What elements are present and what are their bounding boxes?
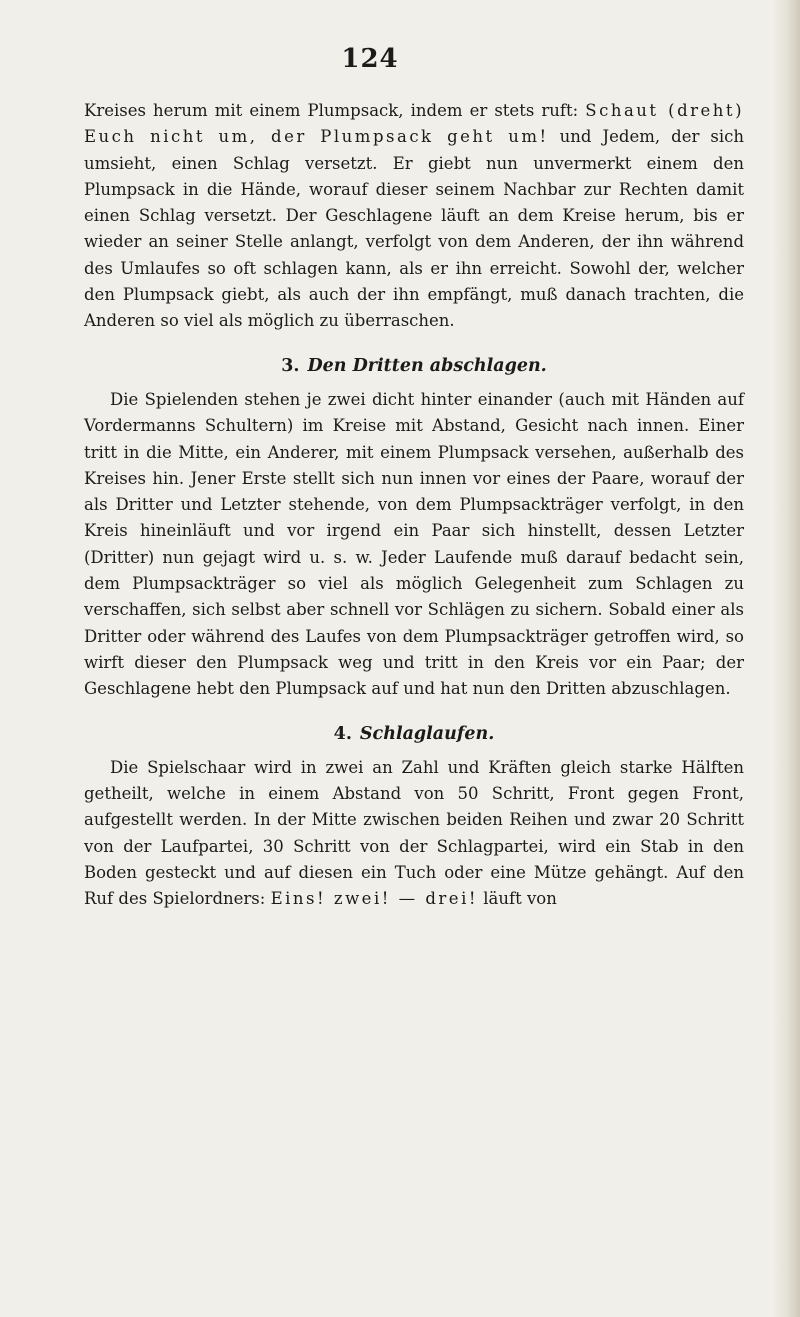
section-title: Den Dritten abschlagen. [307, 355, 547, 376]
section-heading-4 [84, 721, 744, 747]
section-number: 4. [333, 723, 352, 744]
paragraph-text: Die Spielschaar wird in zwei an Zahl und Kräften gleich starke Hälften getheilt, welche in einem Abstand von 50 Schritt, Front gegen Front, aufgestellt werden. In der Mitte zwischen beiden Reihen und zwar 20 Schritt von der Laufpartei, 30 Schritt von der Schlagpartei, wird ein Stab in den Boden gesteckt und auf diesen ein Tuch oder eine Mütze gehängt. Auf den Ruf des Spielordners: [84, 757, 744, 909]
paragraph-text: läuft von [483, 889, 557, 909]
page-number: 124 [341, 44, 399, 74]
section-number: 3. [281, 355, 300, 376]
paragraph-text: Kreises herum mit einem Plumpsack, indem er stets ruft: [84, 101, 579, 120]
page-edge-shadow [772, 0, 800, 1317]
section-paragraph [84, 755, 744, 913]
paragraph-continued [84, 98, 744, 335]
section-paragraph: Die Spielenden stehen je zwei dicht hinter einander (auch mit Händen auf Vordermanns Schultern) im Kreise mit Abstand, Gesicht nach innen. Einer tritt in die Mitte, ein Anderer, mit einem Plumpsack versehen, außerhalb des Kreises hin. Jener Erste stellt sich nun innen vor eines der Paare, worauf der als Dritter und Letzter stehende, von dem Plumpsackträger verfolgt, in den Kreis hineinläuft und vor irgend ein Paar sich hinstellt, dessen Letzter (Dritter) nun gejagt wird u. s. w. Jeder Laufende muß darauf bedacht sein, dem Plumpsackträger so viel als möglich Gelegenheit zum Schlagen zu verschaffen, sich selbst aber schnell vor Schlägen zu sichern. Sobald einer als Dritter oder während des Laufes von dem Plumpsackträger getroffen wird, so wirft dieser den Plumpsack weg und tritt in den Kreis vor ein Paar; der Geschlagene hebt den Plumpsack auf und hat nun den Dritten abzuschlagen. [84, 389, 744, 699]
paragraph-text: und Jedem, der sich umsieht, einen Schlag versetzt. Er giebt nun unvermerkt einem den Plumpsack in die Hände, worauf dieser seinem Nachbar zur Rechten damit einen Schlag versetzt. Der Geschlagene läuft an dem Kreise herum, bis er wieder an seiner Stelle anlangt, verfolgt von dem Anderen, der ihn während des Umlaufes so oft schlagen kann, als er ihn erreicht. Sowohl der, welcher den Plumpsack giebt, als auch der ihn empfängt, muß danach trachten, die Anderen so viel als möglich zu überraschen. [84, 127, 745, 331]
page-content [84, 98, 744, 913]
section-title: Schlaglaufen. [359, 723, 495, 744]
spaced-call-text: Eins! zwei! — drei! [270, 889, 478, 909]
spaced-call-text: Schaut (dreht) Euch nicht um, der Plumpsack geht um! [84, 101, 745, 147]
section-heading-3 [84, 353, 744, 379]
